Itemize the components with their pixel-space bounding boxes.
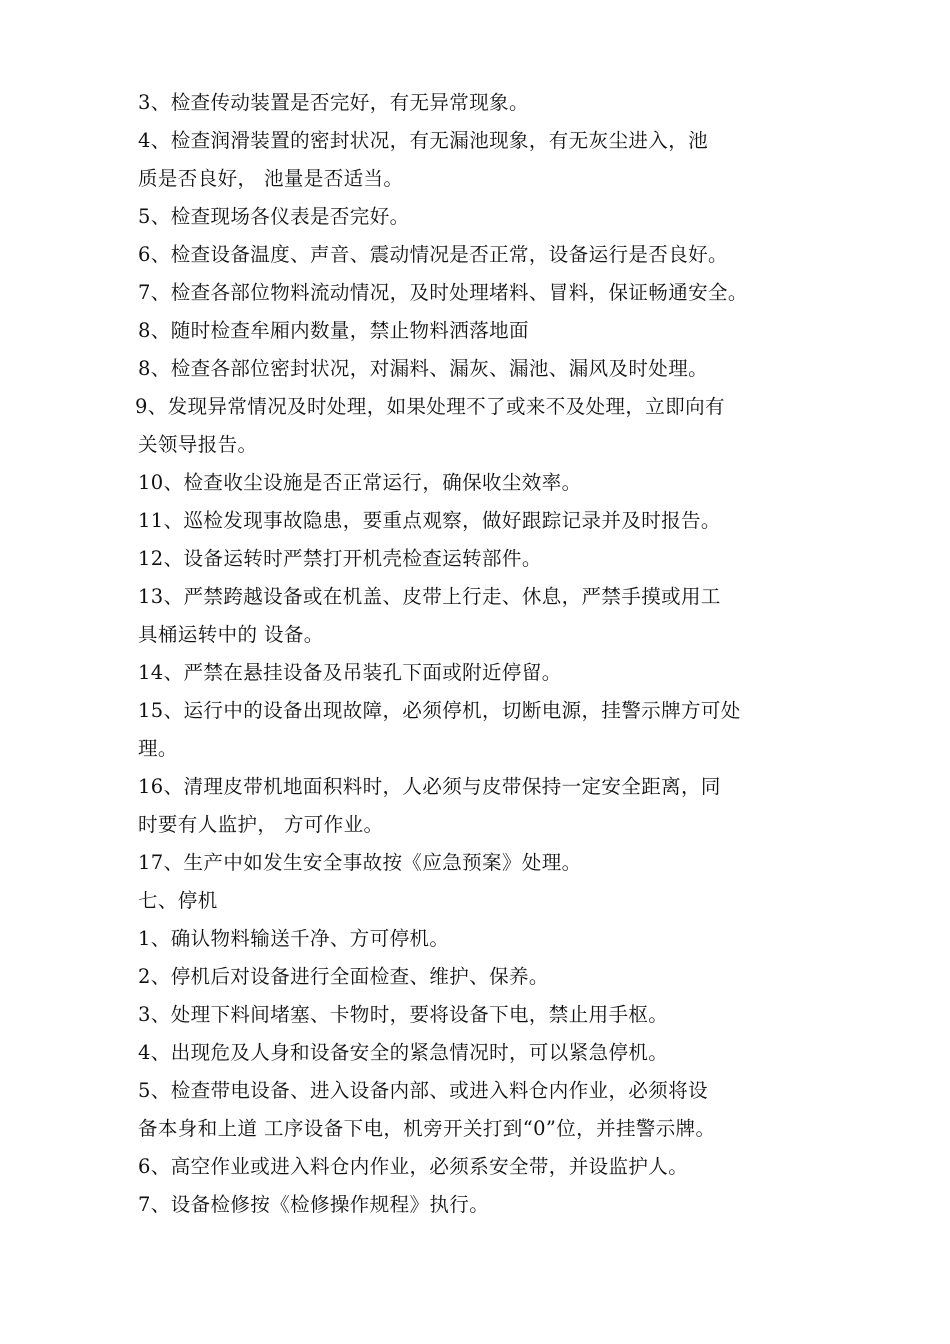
section-heading: 七、停机 xyxy=(138,889,218,912)
text-line: 10、检查收尘设施是否正常运行，确保收尘效率。 xyxy=(138,471,582,494)
text-line: 质是否良好， 池量是否适当。 xyxy=(138,167,404,190)
text-line: 具桶运转中的 设备。 xyxy=(138,623,324,646)
text-line: 5、检查现场各仪表是否完好。 xyxy=(138,205,410,228)
text-line: 时要有人监护， 方可作业。 xyxy=(138,813,384,836)
text-line: 2、停机后对设备进行全面检查、维护、保养。 xyxy=(138,965,549,988)
text-line: 7、设备检修按《检修操作规程》执行。 xyxy=(138,1193,490,1216)
text-line: 6、高空作业或进入料仓内作业，必须系安全带，并设监护人。 xyxy=(138,1155,689,1178)
text-line: 1、确认物料输送千净、方可停机。 xyxy=(138,927,450,950)
text-line: 8、检查各部位密封状况，对漏料、漏灰、漏池、漏风及时处理。 xyxy=(138,357,709,380)
text-line: 13、严禁跨越设备或在机盖、皮带上行走、休息，严禁手摸或用工 xyxy=(138,585,721,608)
text-line: 3、检查传动装置是否完好，有无异常现象。 xyxy=(138,91,529,114)
text-line: 4、出现危及人身和设备安全的紧急情况时，可以紧急停机。 xyxy=(138,1041,669,1064)
text-line: 8、随时检查牟厢内数量，禁止物料洒落地面 xyxy=(138,319,529,342)
document-body xyxy=(135,84,828,1224)
text-line: 5、检查带电设备、进入设备内部、或进入料仓内作业，必须将设 xyxy=(138,1079,709,1102)
text-line: 14、严禁在悬挂设备及吊装孔下面或附近停留。 xyxy=(138,661,562,684)
text-line: 3、处理下料间堵塞、卡物时，要将设备下电，禁止用手枢。 xyxy=(138,1003,669,1026)
text-line: 备本身和上道 工序设备下电，机旁开关打到“0”位，并挂警示牌。 xyxy=(138,1117,716,1140)
text-line: 关领导报告。 xyxy=(138,433,258,456)
text-line: 15、运行中的设备出现故障，必须停机，切断电源，挂警示牌方可处 xyxy=(138,699,741,722)
text-line: 7、检查各部位物料流动情况，及时处理堵料、冒料，保证畅通安全。 xyxy=(138,281,748,304)
text-line: 4、检查润滑装置的密封状况，有无漏池现象，有无灰尘进入，池 xyxy=(138,129,709,152)
text-line: 12、设备运转时严禁打开机壳检查运转部件。 xyxy=(138,547,542,570)
text-line: 理。 xyxy=(138,737,178,760)
text-line: 11、巡检发现事故隐患，要重点观察，做好跟踪记录并及时报告。 xyxy=(138,509,721,532)
text-line: 17、生产中如发生安全事故按《应急预案》处理。 xyxy=(138,851,582,874)
text-line: 16、清理皮带机地面积料时，人必须与皮带保持一定安全距离，同 xyxy=(138,775,721,798)
text-line: 9、发现异常情况及时处理，如果处理不了或来不及处理，立即向有 xyxy=(135,395,725,418)
text-line: 6、检查设备温度、声音、震动情况是否正常，设备运行是否良好。 xyxy=(138,243,728,266)
